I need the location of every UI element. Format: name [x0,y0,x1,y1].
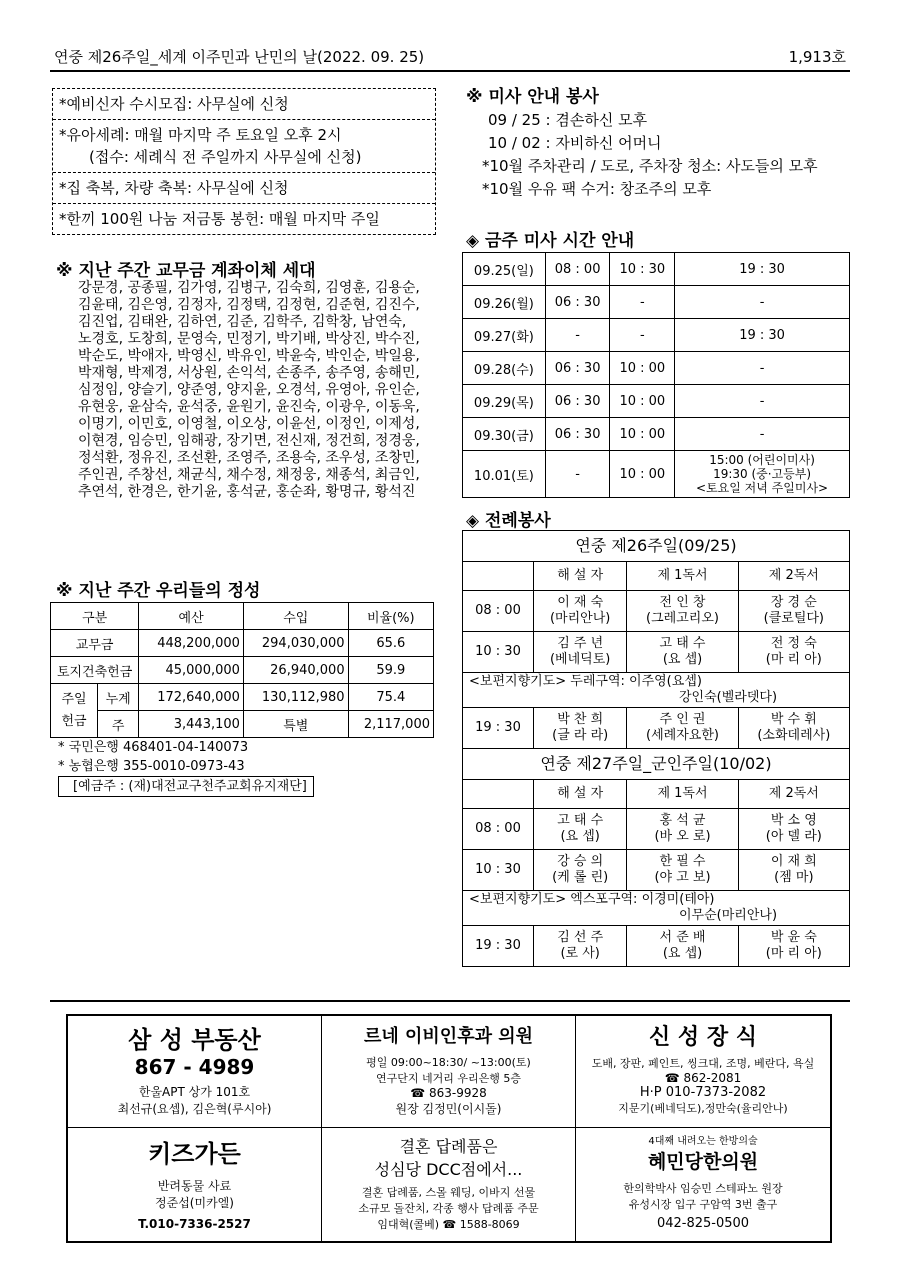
service-header: 제 2독서 [738,562,849,591]
mass-time: - [675,418,850,451]
guide-line: *10월 주차관리 / 도로, 주차장 청소: 사도들의 모후 [482,157,818,175]
mass-guide [466,86,866,201]
section-divider [50,1000,850,1002]
mass-date: 09.29(목) [463,385,546,418]
mass-time: 19 : 30 [675,253,850,286]
person-name: 박 소 영 [770,813,817,828]
table-row [463,562,850,591]
intercession-line: <보편지향기도> 두레구역: 이주영(요셉) [469,674,702,689]
finance-income: 294,030,000 [243,630,348,657]
ad-line: 유성시장 입구 구암역 3번 출구 [628,1198,778,1211]
baptismal-name: (요 셉) [662,652,703,667]
ad-name: 르네 이비인후과 의원 [363,1026,534,1047]
first-reader [627,632,738,673]
mass-time: - [610,286,675,319]
sunday-label: 주일 [61,691,87,707]
intercession-line: 강인숙(벨라뎃다) [679,690,778,705]
service-title: ◈ 전례봉사 [466,511,551,531]
baptismal-name: (글 라 라) [552,728,609,743]
person-name: 이 재 숙 [557,595,604,610]
bank-info [58,738,314,797]
intercession-note [463,673,850,708]
baptismal-name: (로 사) [560,946,600,961]
table-row [463,531,850,562]
second-reader [738,809,849,850]
service-header: 해 설 자 [534,562,627,591]
person-name: 박 찬 희 [557,712,604,727]
person-name: 김 주 년 [557,636,604,651]
notice-box [52,88,436,235]
commentator [534,708,627,749]
first-reader [627,850,738,891]
table-row [463,850,850,891]
ad-line: 소규모 돌잔치, 각종 행사 답례품 주문 [358,1202,539,1215]
intercession-line: <보편지향기도> 엑스포구역: 이경미(테아) [469,892,715,907]
person-name: 전 인 창 [659,595,706,610]
service-header: 해 설 자 [534,780,627,809]
baptismal-name: (클로틸다) [763,611,825,626]
ad-line: 평일 09:00~18:30/ ~13:00(토) [366,1056,531,1069]
person-name: 김 선 주 [557,930,604,945]
baptismal-name: (아 델 라) [765,829,822,844]
ad-line: 한의학박사 임승민 스테파노 원장 [623,1182,783,1195]
mass-time: 10 : 00 [610,352,675,385]
ad-line: 한울APT 상가 101호 [138,1085,251,1099]
baptismal-name: (그레고리오) [646,611,719,626]
baptismal-name: (마 리 아) [765,946,822,961]
first-reader [627,708,738,749]
finance-special-label: 특별 [243,711,348,738]
finance-special: 2,117,000 [348,711,433,738]
table-row [51,603,434,630]
mass-time: - [675,286,850,319]
table-row [463,708,850,749]
empty-cell [463,562,534,591]
notice-infant-baptism-sub: (접수: 세례식 전 주일까지 사무실에 신청) [89,148,362,166]
service-time: 08 : 00 [463,591,534,632]
mass-time: 15:00 (어린이미사) [709,453,815,467]
donors-title: ※ 지난 주간 교무금 계좌이체 세대 [56,261,316,281]
empty-cell [463,780,534,809]
finance-header: 예산 [139,603,244,630]
ad-line: 도배, 장판, 페인트, 씽크대, 조명, 베란다, 욕실 [591,1057,815,1070]
ad-line: 결혼 답례품은 [399,1137,498,1156]
table-row [463,749,850,780]
table-row [463,418,850,451]
notice-catechumen: *예비신자 수시모집: 사무실에 신청 [53,89,435,120]
person-name: 한 필 수 [659,854,706,869]
account-holder: [예금주 : (재)대전교구천주교회유지재단] [58,776,314,797]
ad-name: 삼 성 부동산 [128,1026,261,1054]
ad-line: 최선규(요셉), 김은혁(루시아) [117,1102,272,1116]
second-reader [738,850,849,891]
table-row [463,673,850,708]
mass-time: 19 : 30 [675,319,850,352]
mass-date: 09.30(금) [463,418,546,451]
baptismal-name: (베네딕토) [549,652,611,667]
table-row [51,657,434,684]
mass-time: 10 : 30 [610,253,675,286]
ad-line: ☎ 862-2081 [664,1071,742,1085]
mass-time: 06 : 30 [545,352,610,385]
mass-time: 10 : 00 [610,451,675,498]
person-name: 전 정 숙 [770,636,817,651]
commentator [534,591,627,632]
baptismal-name: (마 리 아) [765,652,822,667]
service-time: 19 : 30 [463,926,534,967]
mass-date: 09.26(월) [463,286,546,319]
mass-date: 10.01(토) [463,451,546,498]
ad-bakery [322,1128,576,1241]
table-row [463,632,850,673]
mass-date: 09.28(수) [463,352,546,385]
saturday-evening-masses [675,451,850,498]
ad-interior [576,1016,830,1128]
commentator [534,926,627,967]
finance-budget: 45,000,000 [139,657,244,684]
offering-label: 헌금 [61,713,87,729]
service-header: 제 1독서 [627,562,738,591]
table-row [51,630,434,657]
second-reader [738,708,849,749]
finance-ratio: 59.9 [348,657,433,684]
person-name: 서 준 배 [659,930,706,945]
ad-line: T.010-7336-2527 [138,1217,251,1231]
ad-phone: 867 - 4989 [134,1055,255,1079]
table-row [463,591,850,632]
service-header: 제 2독서 [738,780,849,809]
mass-time: - [545,319,610,352]
finance-income: 130,112,980 [243,684,348,711]
commentator [534,850,627,891]
first-reader [627,591,738,632]
ad-line: 반려동물 사료 [157,1179,232,1193]
notice-piggybank: *한끼 100원 나눔 저금통 봉헌: 매월 마지막 주일 [59,210,380,228]
ad-line: 연구단지 네거리 우리은행 5층 [376,1072,521,1085]
bank-account-nh: * 농협은행 355-0010-0973-43 [58,759,245,774]
ad-ent-clinic [322,1016,576,1128]
bulletin-title: 연중 제26주일_세계 이주민과 난민의 날(2022. 09. 25) [54,48,425,66]
ad-line: H·P 010-7373-2082 [639,1085,767,1100]
finance-offering-label [51,684,98,738]
guide-line: 10 / 02 : 자비하신 어머니 [488,134,662,152]
ad-name: 키즈가든 [148,1140,241,1168]
finance-header: 비율(%) [348,603,433,630]
issue-number: 1,913호 [788,48,846,66]
baptismal-name: (세례자요한) [646,728,719,743]
ad-line: 042-825-0500 [656,1216,750,1231]
ad-line: 성심당 DCC점에서... [374,1160,523,1179]
table-row [463,352,850,385]
person-name: 장 경 순 [770,595,817,610]
table-row [51,711,434,738]
person-name: 박 수 휘 [770,712,817,727]
ad-line: 지문기(베네딕도),정만숙(율리안나) [618,1102,788,1115]
bank-account-kb: * 국민은행 468401-04-140073 [58,740,249,755]
finance-label: 누계 [98,684,139,711]
mass-time: 10 : 00 [610,418,675,451]
mass-note: <토요일 저녁 주일미사> [696,481,829,495]
finance-ratio: 65.6 [348,630,433,657]
service-time: 08 : 00 [463,809,534,850]
table-row [463,385,850,418]
ad-line: ☎ 863-9928 [410,1086,487,1100]
ad-line: 원장 김정민(이시돌) [395,1102,502,1116]
ad-line: 정준섭(미카엘) [155,1196,234,1210]
ad-line: 임대혁(콜베) ☎ 1588-8069 [377,1218,520,1231]
finance-budget: 172,640,000 [139,684,244,711]
mass-time: 06 : 30 [545,385,610,418]
mass-time: 10 : 00 [610,385,675,418]
commentator [534,632,627,673]
mass-time: - [675,352,850,385]
first-reader [627,926,738,967]
service-time: 10 : 30 [463,850,534,891]
notice-infant-baptism-line: *유아세례: 매월 마지막 주 토요일 오후 2시 [59,126,342,144]
donor-names: 강문경, 공종필, 김가영, 김병구, 김숙희, 김영훈, 김용순, 김윤태, 김은영, 김정자, 김정택, 김정현, 김준현, 김진수, 김진업, 김태완, 김하연, 김준, 김학주, 김학창, 남연숙, 노경호, 도창희, 문영숙, 민정기, 박기배, 박상진, 박수진, 박순도, 박애자, 박영신, 박유인, 박윤숙, 박인순, 박일용, 박재형, 박제경, 서상원, 손익석, 손종주, 송주영, 송해민, 심정임, 양슬기, 양준영, 양지윤, 오경석, 유영아, 유인순, 유현웅, 윤삼숙, 윤석중, 윤원기, 윤진숙, 이광우, 이동욱, 이명기, 이민호, 이영철, 이오상, 이윤선, 이정인, 이제성, 이현경, 임승민, 임해광, 장기면, 전신재, 정건희, 정경웅, 정석환, 정유진, 조선환, 조영주, 조용숙, 조우성, 조창민, 주인권, 주창선, 채균식, 채수정, 채정웅, 채종석, 최금인, 추연석, 한경은, 한기윤, 홍석균, 홍순좌, 황명규, 황석진 [78,280,420,500]
mass-times-title: ◈ 금주 미사 시간 안내 [466,231,635,251]
mass-time: 19:30 (중·고등부) [713,467,812,481]
baptismal-name: (소화데레사) [757,728,831,743]
mass-time: - [675,385,850,418]
finance-label: 교무금 [51,630,139,657]
week-title: 연중 제27주일_군인주일(10/02) [463,749,850,780]
advertisement-grid [66,1014,832,1243]
ad-name: 혜민당한의원 [647,1151,759,1173]
baptismal-name: (야 고 보) [654,870,711,885]
finance-label: 주 [98,711,139,738]
guide-line: *10월 우유 팩 수거: 창조주의 모후 [482,180,712,198]
mass-time: 06 : 30 [545,286,610,319]
mass-date: 09.27(화) [463,319,546,352]
ad-name: 신 성 장 식 [649,1025,757,1050]
service-header: 제 1독서 [627,780,738,809]
second-reader [738,632,849,673]
service-time: 10 : 30 [463,632,534,673]
table-row [51,684,434,711]
service-table [462,530,850,967]
finance-label: 토지건축헌금 [51,657,139,684]
table-row [463,891,850,926]
person-name: 고 태 수 [659,636,706,651]
first-reader [627,809,738,850]
finance-header: 수입 [243,603,348,630]
baptismal-name: (케 롤 린) [552,870,609,885]
ad-kids-garden [68,1128,322,1241]
ad-tagline: 4대째 내려오는 한방의술 [648,1136,758,1147]
table-row [463,809,850,850]
second-reader [738,926,849,967]
ad-oriental-clinic [576,1128,830,1241]
person-name: 이 재 희 [770,854,817,869]
mass-time: 08 : 00 [545,253,610,286]
notice-infant-baptism [53,120,435,173]
notice-blessing: *집 축복, 차량 축복: 사무실에 신청 [53,173,435,204]
baptismal-name: (마리안나) [549,611,611,626]
baptismal-name: (바 오 로) [654,829,711,844]
ad-real-estate [68,1016,322,1128]
person-name: 주 인 권 [659,712,706,727]
finance-ratio: 75.4 [348,684,433,711]
baptismal-name: (젬 마) [774,870,814,885]
person-name: 고 태 수 [557,813,604,828]
table-row [463,780,850,809]
table-row [463,286,850,319]
baptismal-name: (요 셉) [662,946,703,961]
finance-table [50,602,434,738]
person-name: 박 윤 숙 [770,930,817,945]
mass-time: - [610,319,675,352]
mass-date: 09.25(일) [463,253,546,286]
finance-budget: 3,443,100 [139,711,244,738]
table-row [463,253,850,286]
person-name: 강 승 의 [557,854,604,869]
baptismal-name: (요 셉) [560,829,600,844]
ad-line: 결혼 답례품, 스몰 웨딩, 이바지 선물 [361,1186,536,1199]
mass-times-table [462,252,850,498]
table-row [463,451,850,498]
finance-title: ※ 지난 주간 우리들의 정성 [56,581,261,601]
finance-header: 구분 [51,603,139,630]
intercession-line: 이무순(마리안나) [679,908,778,923]
finance-income: 26,940,000 [243,657,348,684]
person-name: 홍 석 균 [659,813,706,828]
mass-time: 06 : 30 [545,418,610,451]
table-row [463,926,850,967]
table-row [463,319,850,352]
guide-line: 09 / 25 : 겸손하신 모후 [488,111,648,129]
finance-budget: 448,200,000 [139,630,244,657]
page-header [50,42,850,72]
second-reader [738,591,849,632]
week-title: 연중 제26주일(09/25) [463,531,850,562]
guide-title: ※ 미사 안내 봉사 [466,87,599,107]
service-time: 19 : 30 [463,708,534,749]
intercession-note [463,891,850,926]
commentator [534,809,627,850]
mass-time: - [545,451,610,498]
